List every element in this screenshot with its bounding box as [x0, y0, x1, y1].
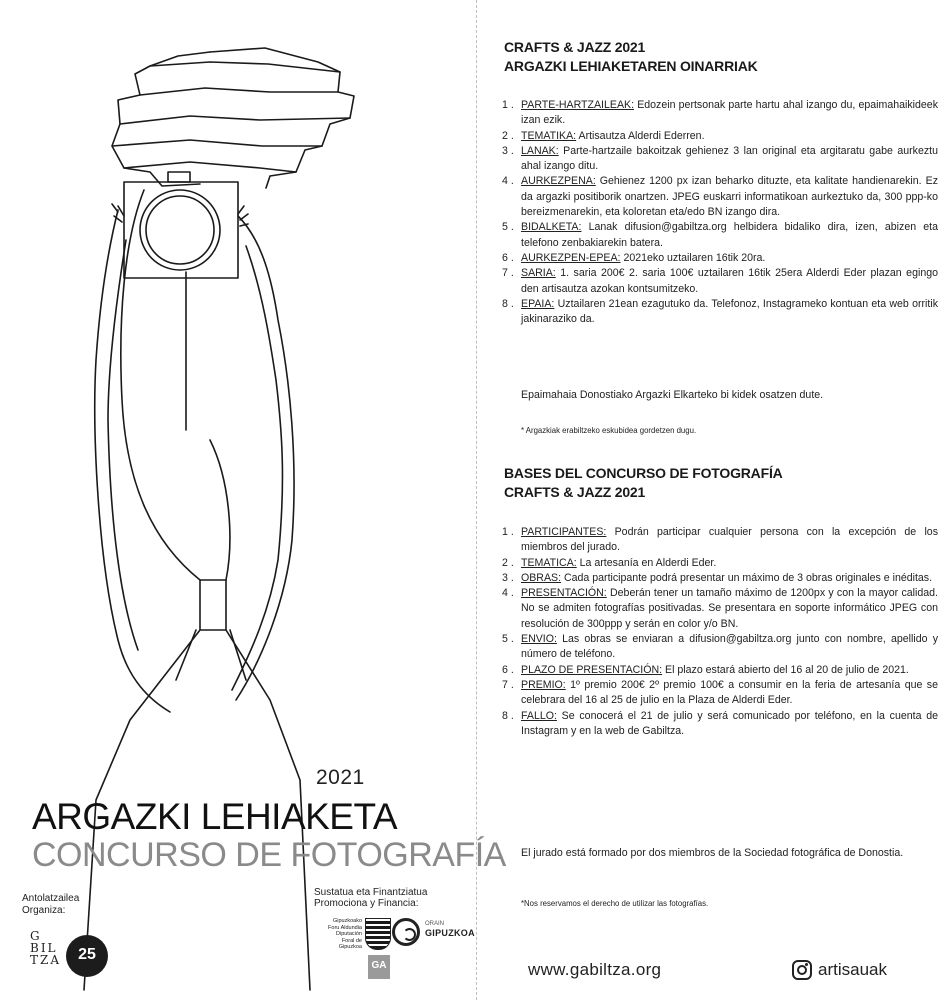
rule-number: 7 .: [502, 678, 514, 691]
basque-heading: [504, 38, 934, 76]
basque-rule-item: [502, 144, 938, 175]
rule-text: Uztailaren 21ean ezagutuko da. Telefonoz, Instagrameko kontuan eta web orritik jakinaraziko da.: [521, 297, 938, 326]
rule-key: SARIA:: [521, 267, 556, 280]
spanish-heading-line-1: BASES DEL CONCURSO DE FOTOGRAFÍA: [504, 465, 783, 481]
rule-key: EPAIA:: [521, 297, 555, 310]
instagram-icon[interactable]: [792, 960, 812, 980]
rule-number: 6 .: [502, 663, 514, 676]
rule-key: TEMATIKA:: [521, 129, 577, 142]
basque-rule-item: [502, 174, 938, 220]
rule-number: 3 .: [502, 571, 514, 584]
spanish-rule-item: [502, 525, 938, 556]
basque-rule-item: [502, 297, 938, 328]
rule-key: FALLO:: [521, 709, 557, 722]
rule-text: Edozein pertsonak parte hartu ahal izango du, epaimahaikideek izan ezik.: [521, 99, 938, 127]
rule-key: PLAZO DE PRESENTACIÓN:: [521, 663, 663, 676]
spanish-rule-item: [502, 678, 938, 709]
basque-note: * Argazkiak erabiltzeko eskubidea gordetzen dugu.: [521, 426, 697, 435]
basque-rules-list: [502, 98, 938, 327]
basque-heading-line-1: CRAFTS & JAZZ 2021: [504, 39, 646, 55]
rule-text: 1º premio 200€ 2º premio 100€ a consumir en la feria de artesanía que se celebrara del 16 al 25 de julio en la Plaza de Alderdi Eder.: [521, 678, 938, 707]
rule-text: El plazo estará abierto del 16 al 20 de julio de 2021.: [662, 663, 909, 676]
spanish-heading-line-2: CRAFTS & JAZZ 2021: [504, 484, 646, 500]
rule-number: 6 .: [502, 251, 514, 264]
orain-gipuzkoa-logo: [425, 920, 475, 940]
basque-rule-item: [502, 266, 938, 297]
poster-title-spanish: CONCURSO DE FOTOGRAFÍA: [32, 836, 506, 874]
rules-panel: [476, 0, 952, 1000]
rule-number: 8 .: [502, 297, 514, 310]
rule-number: 1 .: [502, 526, 514, 538]
poster-year: 2021: [316, 766, 365, 789]
spanish-note: *Nos reservamos el derecho de utilizar las fotografías.: [521, 899, 709, 908]
spanish-rule-item: [502, 571, 938, 586]
rule-text: Deberán tener un tamaño máximo de 1200px y con la mayor calidad. No se admiten fotografías positivadas. Se presentara en soporte informático JPEG con resolución de 300ppp y serán en color y/o BN.: [521, 587, 938, 630]
rule-text: Se conocerá el 21 de julio y será comunicado por teléfono, en la cuenta de Instagram y en la web de Gabiltza.: [521, 709, 938, 737]
rule-text: Lanak difusion@gabiltza.org helbidera bidaliko dira, izen, abizen eta telefono zenbakiarekin batera.: [521, 221, 938, 249]
spanish-heading: [504, 464, 934, 502]
instagram-handle[interactable]: artisauak: [818, 960, 887, 979]
rule-number: 5 .: [502, 221, 514, 234]
organizer-label: [22, 893, 79, 917]
rule-key: ENVIO:: [521, 633, 557, 646]
poster-title-basque: ARGAZKI LEHIAKETA: [32, 796, 398, 837]
rule-text: Las obras se enviaran a difusion@gabiltza.org junto con nombre, apellido y número de teléfono.: [521, 633, 938, 661]
sponsor-label-eu: Sustatua eta Finantziatua: [314, 887, 428, 898]
rule-text: La artesanía en Alderdi Eder.: [576, 556, 717, 569]
spanish-rule-item: [502, 709, 938, 740]
spanish-rule-item: [502, 632, 938, 663]
rule-key: AURKEZPEN-EPEA:: [521, 251, 621, 264]
rule-number: 5 .: [502, 633, 514, 646]
rule-key: OBRAS:: [521, 571, 562, 584]
rule-number: 2 .: [502, 556, 514, 569]
gabiltza-logo-line: TZA: [30, 953, 62, 967]
rule-key: PREMIO:: [521, 678, 566, 691]
rule-text: Cada participante podrá presentar un máximo de 3 obras originales e inéditas.: [561, 571, 933, 584]
rule-number: 8 .: [502, 709, 514, 722]
ga-logo: GA: [368, 955, 390, 979]
spanish-rule-item: [502, 586, 938, 632]
gabiltza-logo-line: BIL: [30, 941, 58, 955]
rule-key: BIDALKETA:: [521, 221, 582, 234]
gipuzkoa-logo-line: GIPUZKOA: [425, 928, 475, 938]
rule-text: Artisautza Alderdi Ederren.: [576, 129, 705, 142]
orain-gipuzkoa-icon: [392, 918, 420, 946]
rule-key: PARTE-HARTZAILEAK:: [521, 99, 635, 111]
spanish-rules-list: [502, 525, 938, 739]
rule-key: AURKEZPENA:: [521, 175, 596, 188]
basque-rule-item: [502, 129, 938, 144]
gabiltza-logo-line: G: [30, 929, 42, 943]
rule-number: 4 .: [502, 175, 514, 188]
rule-text: Parte-hartzaile bakoitzak gehienez 3 lan original eta argitaratu gabe aurkeztu ahal izango ditu.: [521, 144, 938, 173]
gabiltza-logo: [30, 930, 61, 966]
spanish-jury-text: El jurado está formado por dos miembros de la Sociedad fotográfica de Donostia.: [521, 847, 904, 859]
anniversary-25-logo: 25: [66, 935, 108, 977]
diputacion-logo-text: Gipuzkoako Foru Aldundia Diputación Foral de Gipuzkoa: [328, 918, 362, 950]
rule-key: PARTICIPANTES:: [521, 526, 607, 538]
rule-number: 3 .: [502, 144, 514, 157]
basque-jury-text: Epaimahaia Donostiako Argazki Elkarteko bi kidek osatzen dute.: [521, 389, 824, 401]
sponsor-label-es: Promociona y Financia:: [314, 898, 419, 909]
diputacion-shield-icon: [365, 918, 391, 950]
rule-text: Gehienez 1200 px izan beharko dituzte, eta kalitate handienarekin. Ez da argazki positiborik onartzen. JPEG euskarri informatikoan aurkeztuko da, 300 ppp-ko bereizmenarekin, eta koloretan eta/edo BN izango dira.: [521, 175, 938, 219]
rule-key: TEMATICA:: [521, 556, 577, 569]
rule-number: 1 .: [502, 99, 514, 111]
orain-logo-line: ORAIN: [425, 921, 445, 927]
rule-text: 1. saria 200€ 2. saria 100€ uztailaren 16tik 25era Alderdi Eder plazan egingo den artisautza azokan kontsumitzeko.: [521, 267, 938, 295]
rule-key: PRESENTACIÓN:: [521, 587, 607, 600]
rule-number: 2 .: [502, 129, 514, 142]
basque-rule-item: [502, 251, 938, 266]
rule-number: 7 .: [502, 267, 514, 280]
organizer-label-eu: Antolatzailea: [22, 893, 80, 904]
basque-rule-item: [502, 220, 938, 251]
basque-heading-line-2: ARGAZKI LEHIAKETAREN OINARRIAK: [504, 58, 758, 74]
rule-text: 2021eko uztailaren 16tik 20ra.: [620, 251, 766, 264]
rule-text: Podrán participar cualquier persona con la excepción de los miembros del jurado.: [521, 526, 938, 554]
basque-rule-item: [502, 98, 938, 129]
website-link[interactable]: www.gabiltza.org: [528, 960, 662, 979]
sponsor-label: [314, 887, 427, 909]
spanish-rule-item: [502, 556, 938, 571]
rule-number: 4 .: [502, 587, 514, 600]
spanish-rule-item: [502, 663, 938, 678]
organizer-label-es: Organiza:: [22, 905, 66, 916]
rule-key: LANAK:: [521, 144, 559, 157]
